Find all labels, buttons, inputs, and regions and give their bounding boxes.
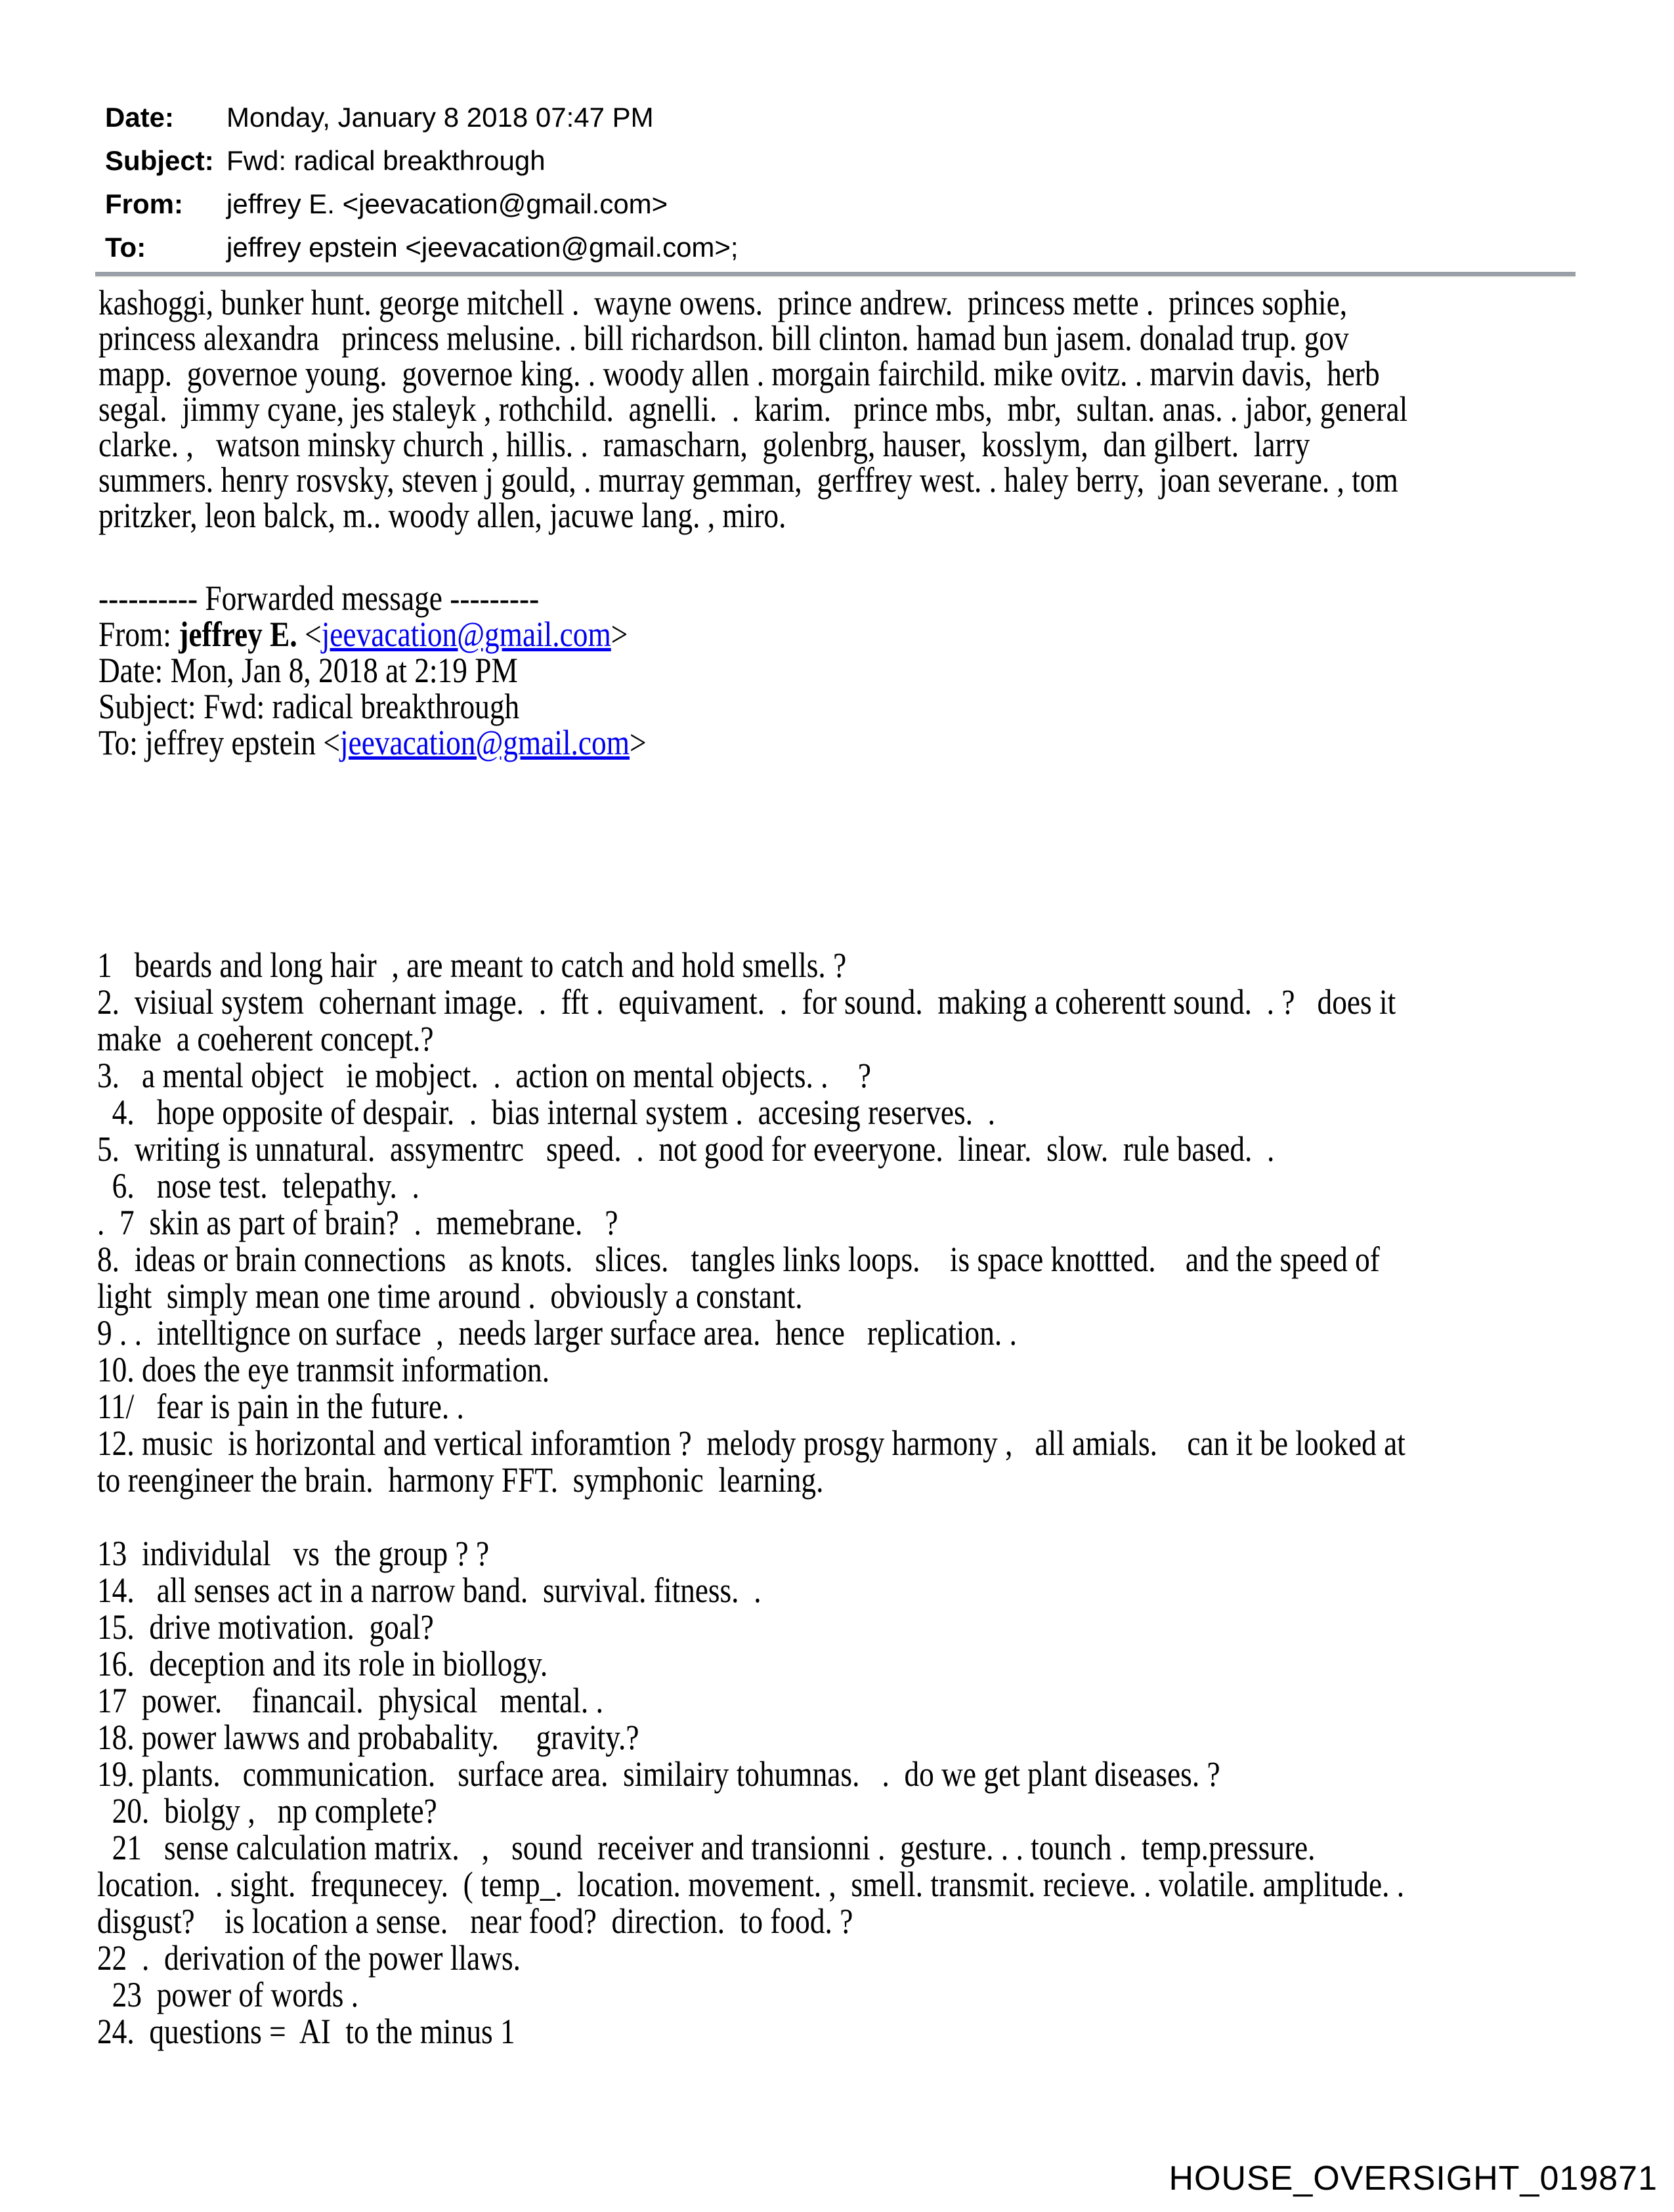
header-divider <box>95 272 1576 278</box>
body-line: pritzker, leon balck, m.. woody allen, jacuwe lang. , miro. <box>98 496 786 535</box>
list-line: 15. drive motivation. goal? <box>97 1607 434 1647</box>
body-line: princess alexandra princess melusine. . bill richardson. bill clinton. hamad bun jasem. donalad trup. gov <box>98 318 1349 358</box>
list-line: 13 individulal vs the group ? ? <box>97 1534 490 1573</box>
header-row-from <box>105 188 739 232</box>
forwarded-message-block <box>98 580 751 761</box>
list-line: 3. a mental object ie mobject. . action on mental objects. . ? <box>97 1056 872 1095</box>
date-label: Date: <box>105 102 175 133</box>
bracket-open: < <box>305 615 322 654</box>
bracket-open: < <box>323 723 340 762</box>
list-line: 10. does the eye tranmsit information. <box>97 1350 550 1389</box>
list-line: 14. all senses act in a narrow band. survival. fitness. . <box>97 1571 762 1610</box>
forwarded-subject-line: Subject: Fwd: radical breakthrough <box>98 687 520 726</box>
list-line: 20. biolgy , np complete? <box>97 1791 437 1831</box>
bracket-close: > <box>611 615 628 654</box>
forwarded-from-name: jeffrey E. <box>179 615 305 654</box>
from-email-link[interactable]: jeevacation@gmail.com <box>321 615 611 654</box>
from-value: jeffrey E. <jeevacation@gmail.com> <box>226 188 668 219</box>
list-line: 22 . derivation of the power llaws. <box>97 1938 521 1978</box>
list-line <box>97 1498 1406 1535</box>
forwarded-from-label: From: <box>98 615 179 654</box>
list-line: 8. ideas or brain connections as knots. slices. tangles links loops. is space knottted. and the speed of <box>97 1240 1380 1279</box>
date-value: Monday, January 8 2018 07:47 PM <box>226 102 654 133</box>
header-row-date <box>105 102 739 145</box>
header-row-to <box>105 232 739 275</box>
list-line: 2. visiual system cohernant image. . fft . equivament. . for sound. making a coherentt sound. . ? does it <box>97 982 1396 1022</box>
list-line: disgust? is location a sense. near food? direction. to food. ? <box>97 1901 853 1941</box>
list-line: 9 . . intelltignce on surface , needs larger surface area. hence replication. . <box>97 1313 1017 1353</box>
subject-value: Fwd: radical breakthrough <box>226 145 546 176</box>
list-line: to reengineer the brain. harmony FFT. symphonic learning. <box>97 1460 824 1500</box>
list-line: 18. power lawws and probabality. gravity.? <box>97 1718 639 1757</box>
list-line: 23 power of words . <box>97 1975 359 2014</box>
header-row-subject <box>105 145 739 188</box>
email-header <box>105 102 739 275</box>
list-line: 6. nose test. telepathy. . <box>97 1166 419 1205</box>
list-line: 17 power. financail. physical mental. . <box>97 1681 603 1720</box>
forwarded-to-label: To: jeffrey epstein <box>98 723 324 762</box>
list-line: 5. writing is unnatural. assymentrc speed. . not good for eveeryone. linear. slow. rule based. . <box>97 1129 1275 1169</box>
from-label: From: <box>105 188 183 219</box>
list-line: 1 beards and long hair , are meant to catch and hold smells. ? <box>97 945 847 985</box>
list-line: 12. music is horizontal and vertical inforamtion ? melody prosgy harmony , all amials. can it be looked at <box>97 1423 1406 1463</box>
body-line: segal. jimmy cyane, jes staleyk , rothchild. agnelli. . karim. prince mbs, mbr, sultan. anas. . jabor, general <box>98 389 1408 429</box>
list-line: 24. questions = AI to the minus 1 <box>97 2012 515 2051</box>
list-line: 4. hope opposite of despair. . bias internal system . accesing reserves. . <box>97 1093 996 1132</box>
recipient-names-paragraph <box>98 285 1657 533</box>
subject-label: Subject: <box>105 145 214 176</box>
body-line: clarke. , watson minsky church , hillis. . ramascharn, golenbrg, hauser, kosslym, dan gilbert. larry <box>98 425 1310 464</box>
list-line: location. . sight. frequnecey. ( temp_. location. movement. , smell. transmit. recieve. . volatile. amplitude. . <box>97 1865 1405 1904</box>
list-line: 11/ fear is pain in the future. . <box>97 1387 464 1426</box>
list-line: make a coeherent concept.? <box>97 1019 434 1058</box>
list-line: 21 sense calculation matrix. , sound receiver and transionni . gesture. . . tounch . temp.pressure. <box>97 1828 1316 1867</box>
to-value: jeffrey epstein <jeevacation@gmail.com>; <box>226 232 739 263</box>
numbered-questions-list <box>97 947 1654 2050</box>
body-line: summers. henry rosvsky, steven j gould, . murray gemman, gerffrey west. . haley berry, joan severane. , tom <box>98 460 1398 500</box>
body-line: mapp. governoe young. governoe king. . woody allen . morgain fairchild. mike ovitz. . marvin davis, herb <box>98 354 1380 393</box>
forwarded-separator: ---------- Forwarded message --------- <box>98 578 540 618</box>
to-label: To: <box>105 232 146 263</box>
list-line: 19. plants. communication. surface area. similairy tohumnas. . do we get plant diseases. ? <box>97 1754 1220 1794</box>
list-line: 16. deception and its role in biollogy. <box>97 1644 548 1683</box>
to-email-link[interactable]: jeevacation@gmail.com <box>339 723 630 762</box>
forwarded-date-line: Date: Mon, Jan 8, 2018 at 2:19 PM <box>98 651 518 690</box>
forwarded-from-line <box>98 617 647 653</box>
body-line: kashoggi, bunker hunt. george mitchell . wayne owens. prince andrew. princess mette . princes sophie, <box>98 283 1348 322</box>
list-line: . 7 skin as part of brain? . memebrane. ? <box>97 1203 618 1242</box>
list-line: light simply mean one time around . obviously a constant. <box>97 1276 803 1316</box>
bates-number: HOUSE_OVERSIGHT_019871 <box>1169 2159 1658 2198</box>
forwarded-to-line <box>98 725 647 761</box>
bracket-close: > <box>629 723 647 762</box>
